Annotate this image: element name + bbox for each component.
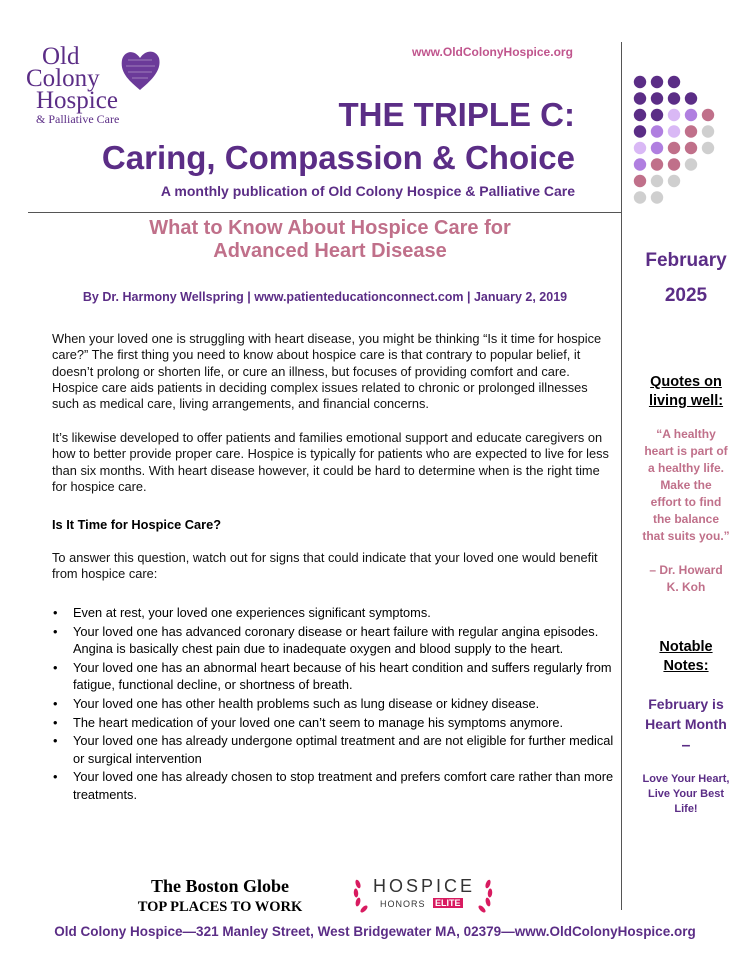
decorative-dot bbox=[668, 109, 680, 121]
hospice-honors-title: HOSPICE bbox=[372, 876, 476, 896]
quotes-heading: Quotes on living well: bbox=[648, 374, 724, 409]
decorative-dot bbox=[685, 158, 697, 170]
decorative-dot bbox=[685, 92, 697, 104]
quote-text: “A healthy heart is part of a healthy life. Make the effort to find the balance that suits you.” bbox=[642, 427, 730, 543]
decorative-dot bbox=[651, 109, 663, 121]
notes-dash: – bbox=[681, 737, 691, 754]
decorative-dot bbox=[668, 175, 680, 187]
list-item: • The heart medication of your loved one can’t seem to manage his symptoms anymore. bbox=[53, 714, 564, 730]
decorative-dot bbox=[634, 125, 646, 137]
decorative-dot bbox=[651, 175, 663, 187]
decorative-dot bbox=[668, 92, 680, 104]
headline-line-1: What to Know About Hospice Care for bbox=[149, 217, 511, 239]
decorative-dot bbox=[668, 76, 680, 88]
issue-year: 2025 bbox=[664, 285, 708, 306]
article-byline: By Dr. Harmony Wellspring | www.patienteducationconnect.com | January 2, 2019 bbox=[82, 290, 568, 304]
decorative-dot bbox=[651, 125, 663, 137]
bullet-icon: • bbox=[53, 695, 58, 711]
decorative-dot bbox=[685, 109, 697, 121]
list-item: • Your loved one has advanced coronary disease or heart failure with regular angina episodes. Angina is basically chest pain due to inadequate oxygen and blood supply to the heart. bbox=[53, 623, 599, 657]
decorative-dot bbox=[668, 142, 680, 154]
decorative-dot bbox=[668, 125, 680, 137]
decorative-dot bbox=[668, 158, 680, 170]
decorative-dot bbox=[634, 191, 646, 203]
decorative-dot bbox=[685, 125, 697, 137]
decorative-dot-grid bbox=[632, 74, 720, 204]
bullet-icon: • bbox=[53, 605, 58, 620]
paragraph-2: It’s likewise developed to offer patients and families emotional support and educate caregivers on how to better provide proper care. Hospice is typically for patients who are expected to live for less than six months. With heart disease however, it could be hard to determine when is the right time for hospice care. bbox=[52, 430, 609, 494]
decorative-dot bbox=[702, 142, 714, 154]
decorative-dot bbox=[685, 142, 697, 154]
footer-address: Old Colony Hospice—321 Manley Street, West Bridgewater MA, 02379—www.OldColonyHospice.org bbox=[54, 924, 696, 939]
title-line-1: THE TRIPLE C: bbox=[338, 96, 575, 133]
article-headline bbox=[60, 217, 600, 263]
issue-date bbox=[622, 243, 750, 313]
decorative-dot bbox=[651, 76, 663, 88]
boston-globe-award bbox=[120, 876, 320, 916]
signs-list bbox=[52, 604, 615, 805]
decorative-dot bbox=[634, 76, 646, 88]
notes-heading: Notable Notes: bbox=[659, 639, 713, 674]
decorative-dot bbox=[634, 109, 646, 121]
section-heading: Is It Time for Hospice Care? bbox=[52, 517, 222, 532]
bullet-icon: • bbox=[53, 714, 58, 730]
decorative-dot bbox=[651, 158, 663, 170]
header-divider bbox=[28, 212, 622, 213]
decorative-dot bbox=[702, 109, 714, 121]
love-your-heart-note: Love Your Heart, Live Your Best Life! bbox=[642, 773, 730, 815]
decorative-dot bbox=[634, 142, 646, 154]
decorative-dot bbox=[702, 125, 714, 137]
bullet-icon: • bbox=[53, 659, 58, 675]
issue-month: February bbox=[645, 250, 727, 271]
decorative-dot bbox=[634, 92, 646, 104]
quote-author: – Dr. Howard K. Koh bbox=[649, 563, 723, 594]
decorative-dot bbox=[651, 191, 663, 203]
globe-name: The Boston Globe bbox=[150, 876, 290, 896]
logo-line-2: Colony bbox=[26, 65, 100, 92]
list-item: • Even at rest, your loved one experiences significant symptoms. bbox=[53, 605, 431, 620]
globe-subtitle: TOP PLACES TO WORK bbox=[137, 899, 303, 915]
logo-line-1: Old bbox=[42, 43, 80, 70]
logo-line-3: Hospice bbox=[36, 87, 118, 114]
list-item: • Your loved one has already undergone optimal treatment and are not eligible for further medical or surgical intervention bbox=[53, 733, 614, 766]
decorative-dot bbox=[651, 92, 663, 104]
decorative-dot bbox=[634, 158, 646, 170]
headline-line-2: Advanced Heart Disease bbox=[213, 240, 447, 262]
list-item: • Your loved one has an abnormal heart because of his heart condition and suffers regularly from fatigue, functional decline, or shortness of breath. bbox=[53, 659, 612, 693]
paragraph-1: When your loved one is struggling with heart disease, you might be thinking “Is it time for hospice care?” The first thing you need to know about hospice care is that contrary to popular belief, it doesn’t prolong or shorten life, or cure an illness, but focuses of providing comfort and care. Hospice care aids patients in deciding complex issues related to chronic or prolonged illnesses such as medical care, living arrangements, and financial concerns. bbox=[52, 331, 602, 412]
title-line-2: Caring, Compassion & Choice bbox=[101, 139, 575, 176]
paragraph-3: To answer this question, watch out for signs that could indicate that your loved one would benefit from hospice care: bbox=[52, 550, 598, 582]
publication-subtitle: A monthly publication of Old Colony Hospice & Palliative Care bbox=[160, 183, 575, 199]
list-item: • Your loved one has other health problems such as lung disease or kidney disease. bbox=[53, 695, 540, 711]
honors-label: HONORS bbox=[380, 899, 426, 909]
bullet-icon: • bbox=[53, 769, 58, 785]
logo-subtitle: & Palliative Care bbox=[36, 112, 120, 126]
elite-badge: ELITE bbox=[435, 898, 461, 908]
bullet-icon: • bbox=[53, 733, 58, 749]
heart-logo-icon bbox=[118, 46, 162, 92]
header-website[interactable]: www.OldColonyHospice.org bbox=[412, 45, 573, 59]
decorative-dot bbox=[634, 175, 646, 187]
decorative-dot bbox=[651, 142, 663, 154]
heart-month-note: February is Heart Month bbox=[645, 696, 727, 732]
list-item: • Your loved one has already chosen to stop treatment and prefers comfort care rather than more treatments. bbox=[53, 769, 614, 802]
bullet-icon: • bbox=[53, 623, 58, 639]
